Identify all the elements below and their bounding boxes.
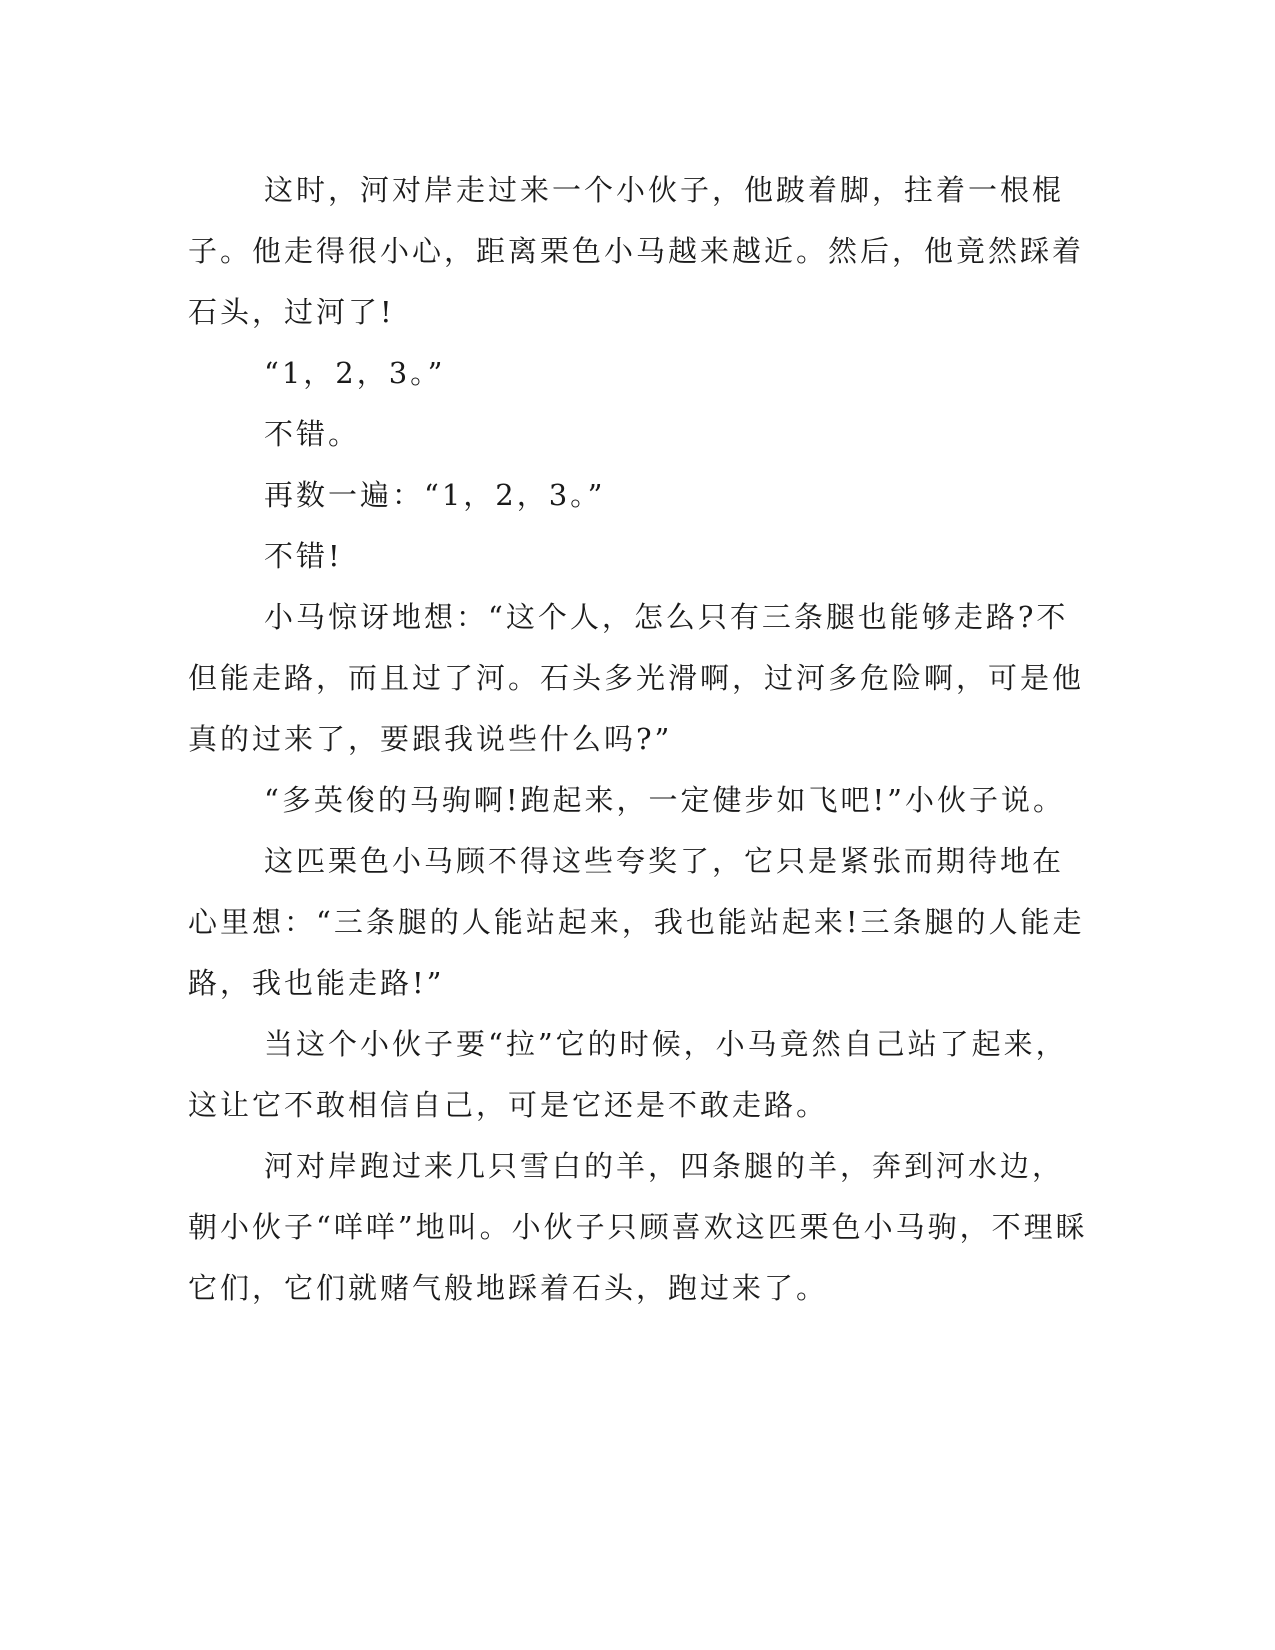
paragraph-8: 这匹栗色小马顾不得这些夸奖了，它只是紧张而期待地在心里想：“三条腿的人能站起来，我也能站起来!三条腿的人能走路，我也能走路!”: [188, 844, 1085, 1000]
paragraph-5: 不错!: [264, 539, 343, 573]
body-text: [188, 160, 1088, 1319]
paragraph-4: 再数一遍：“1，2，3。”: [264, 478, 606, 512]
paragraph-10: 河对岸跑过来几只雪白的羊，四条腿的羊，奔到河水边，朝小伙子“咩咩”地叫。小伙子只顾喜欢这匹栗色小马驹，不理睬它们，它们就赌气般地踩着石头，跑过来了。: [188, 1149, 1088, 1305]
paragraph-1: 这时，河对岸走过来一个小伙子，他跛着脚，拄着一根棍子。他走得很小心，距离栗色小马越来越近。然后，他竟然踩着石头，过河了!: [188, 173, 1085, 329]
paragraph-2: “1，2，3。”: [264, 356, 446, 390]
paragraph-9: 当这个小伙子要“拉”它的时候，小马竟然自己站了起来，这让它不敢相信自己，可是它还是不敢走路。: [188, 1027, 1068, 1122]
paragraph-3: 不错。: [264, 417, 361, 451]
paragraph-7: “多英俊的马驹啊!跑起来，一定健步如飞吧!”小伙子说。: [264, 783, 1065, 817]
paragraph-6: 小马惊讶地想：“这个人，怎么只有三条腿也能够走路?不但能走路，而且过了河。石头多光滑啊，过河多危险啊，可是他真的过来了，要跟我说些什么吗?”: [188, 600, 1085, 756]
